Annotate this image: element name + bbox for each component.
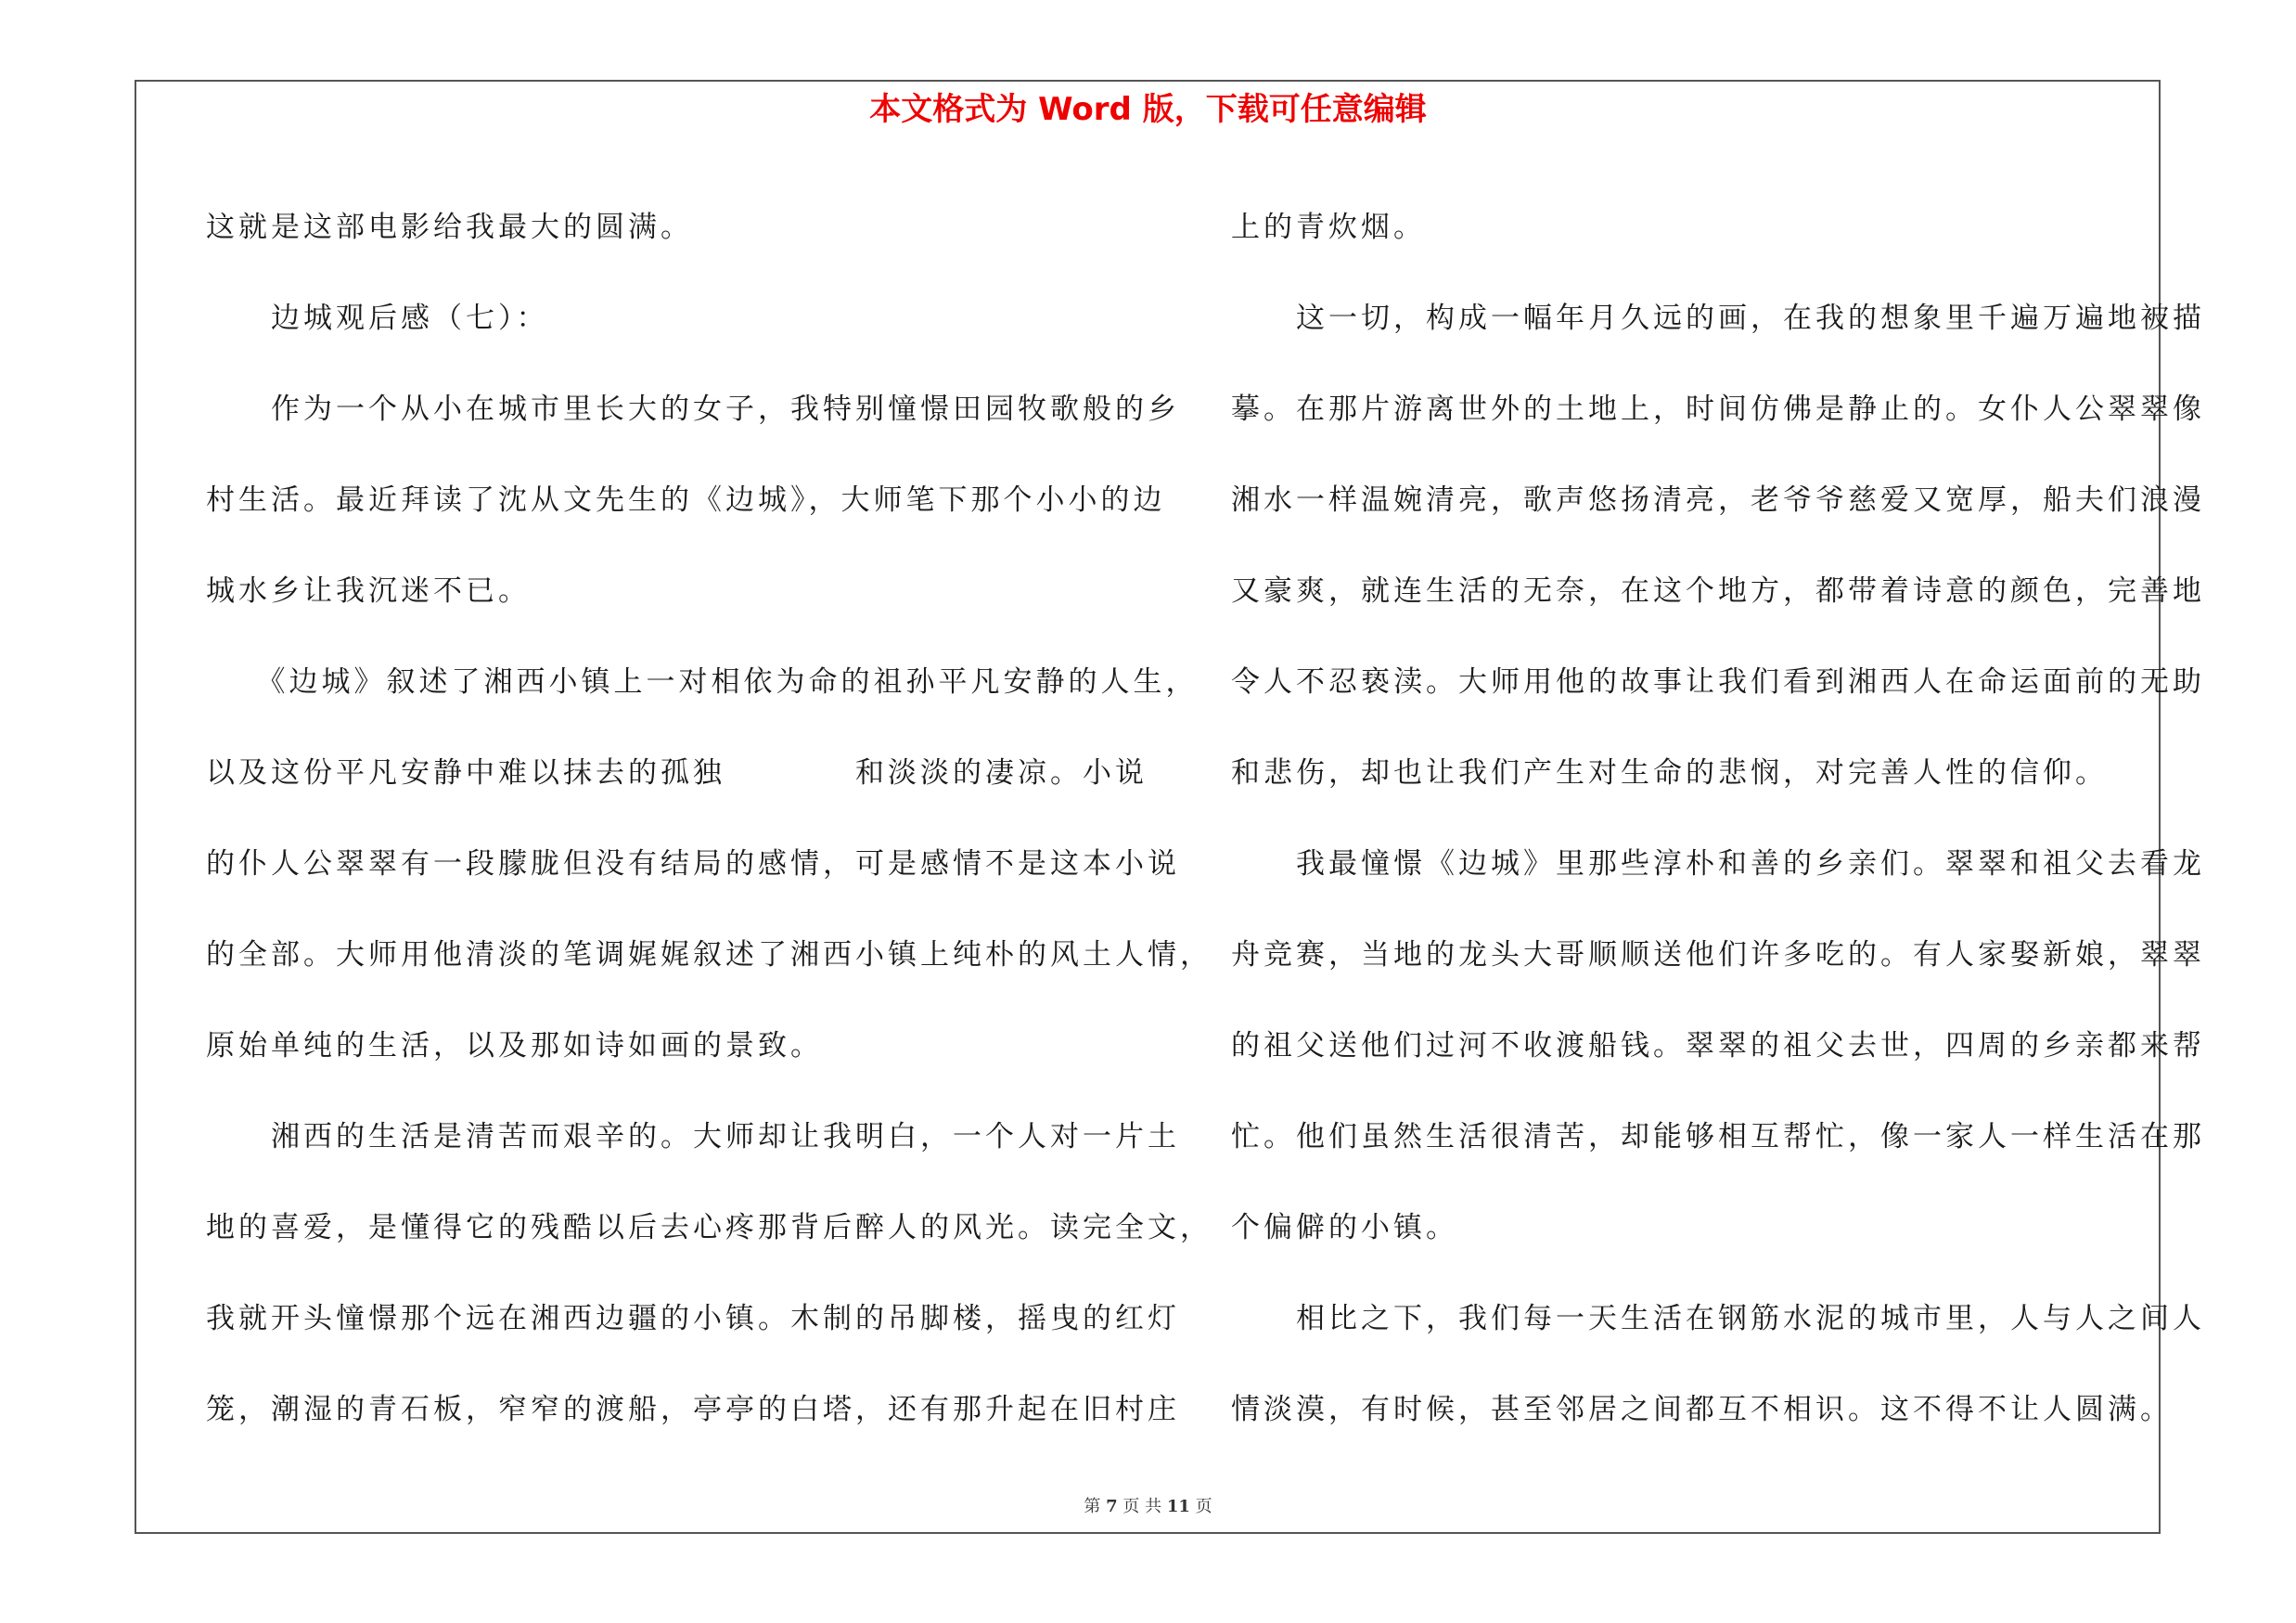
text-line: 我就开头憧憬那个远在湘西边疆的小镇。木制的吊脚楼，摇曳的红灯 — [206, 1302, 1180, 1335]
text-line: 《边城》叙述了湘西小镇上一对相依为命的祖孙平凡安静的人生， — [206, 665, 1199, 699]
right-column — [1231, 182, 2205, 1455]
text-line: 村生活。最近拜读了沈从文先生的《边城》，大师笔下那个小小的边 — [206, 483, 1166, 517]
text-line: 情淡漠，有时候，甚至邻居之间都互不相识。这不得不让人圆满。 — [1231, 1393, 2173, 1426]
text-line: 的仆人公翠翠有一段朦胧但没有结局的感情，可是感情不是这本小说 — [206, 847, 1180, 881]
header-banner: 本文格式为 Word 版，下载可任意编辑 — [869, 91, 1427, 128]
text-line: 以及这份平凡安静中难以抹去的孤独 和淡淡的凄凉。小说 — [206, 756, 1148, 790]
text-line: 的全部。大师用他清淡的笔调娓娓叙述了湘西小镇上纯朴的风土人情， — [206, 938, 1212, 972]
footer-middle: 页 共 — [1122, 1497, 1162, 1516]
current-page-number: 7 — [1106, 1497, 1118, 1516]
text-line: 和悲伤，却也让我们产生对生命的悲悯，对完善人性的信仰。 — [1231, 756, 2108, 790]
text-line: 个偏僻的小镇。 — [1231, 1211, 1458, 1244]
text-line: 令人不忍亵渎。大师用他的故事让我们看到湘西人在命运面前的无助 — [1231, 665, 2205, 699]
text-line: 湘水一样温婉清亮，歌声悠扬清亮，老爷爷慈爱又宽厚，船夫们浪漫 — [1231, 483, 2205, 517]
left-column — [206, 182, 1212, 1455]
text-line: 摹。在那片游离世外的土地上，时间仿佛是静止的。女仆人公翠翠像 — [1231, 393, 2205, 426]
text-line: 边城观后感（七）： — [206, 302, 549, 335]
text-line: 这一切，构成一幅年月久远的画，在我的想象里千遍万遍地被描 — [1231, 302, 2205, 335]
total-page-number: 11 — [1166, 1497, 1190, 1516]
text-line: 又豪爽，就连生活的无奈，在这个地方，都带着诗意的颜色，完善地 — [1231, 574, 2205, 608]
text-line: 作为一个从小在城市里长大的女子，我特别憧憬田园牧歌般的乡 — [206, 393, 1180, 426]
text-line: 的祖父送他们过河不收渡船钱。翠翠的祖父去世，四周的乡亲都来帮 — [1231, 1029, 2205, 1063]
text-line: 上的青炊烟。 — [1231, 211, 1426, 244]
text-line: 舟竞赛，当地的龙头大哥顺顺送他们许多吃的。有人家娶新娘，翠翠 — [1231, 938, 2205, 972]
footer-suffix: 页 — [1195, 1497, 1212, 1516]
text-line: 相比之下，我们每一天生活在钢筋水泥的城市里，人与人之间人 — [1231, 1302, 2205, 1335]
page-footer — [0, 1496, 2296, 1518]
text-line: 地的喜爱，是懂得它的残酷以后去心疼那背后醉人的风光。读完全文， — [206, 1211, 1212, 1244]
footer-prefix: 第 — [1084, 1497, 1101, 1516]
text-line: 原始单纯的生活，以及那如诗如画的景致。 — [206, 1029, 823, 1063]
text-line: 这就是这部电影给我最大的圆满。 — [206, 211, 693, 244]
text-line: 忙。他们虽然生活很清苦，却能够相互帮忙，像一家人一样生活在那 — [1231, 1120, 2205, 1153]
text-line: 我最憧憬《边城》里那些淳朴和善的乡亲们。翠翠和祖父去看龙 — [1231, 847, 2205, 881]
text-line: 笼，潮湿的青石板，窄窄的渡船，亭亭的白塔，还有那升起在旧村庄 — [206, 1393, 1180, 1426]
text-line: 城水乡让我沉迷不已。 — [206, 574, 531, 608]
text-line: 湘西的生活是清苦而艰辛的。大师却让我明白，一个人对一片土 — [206, 1120, 1180, 1153]
